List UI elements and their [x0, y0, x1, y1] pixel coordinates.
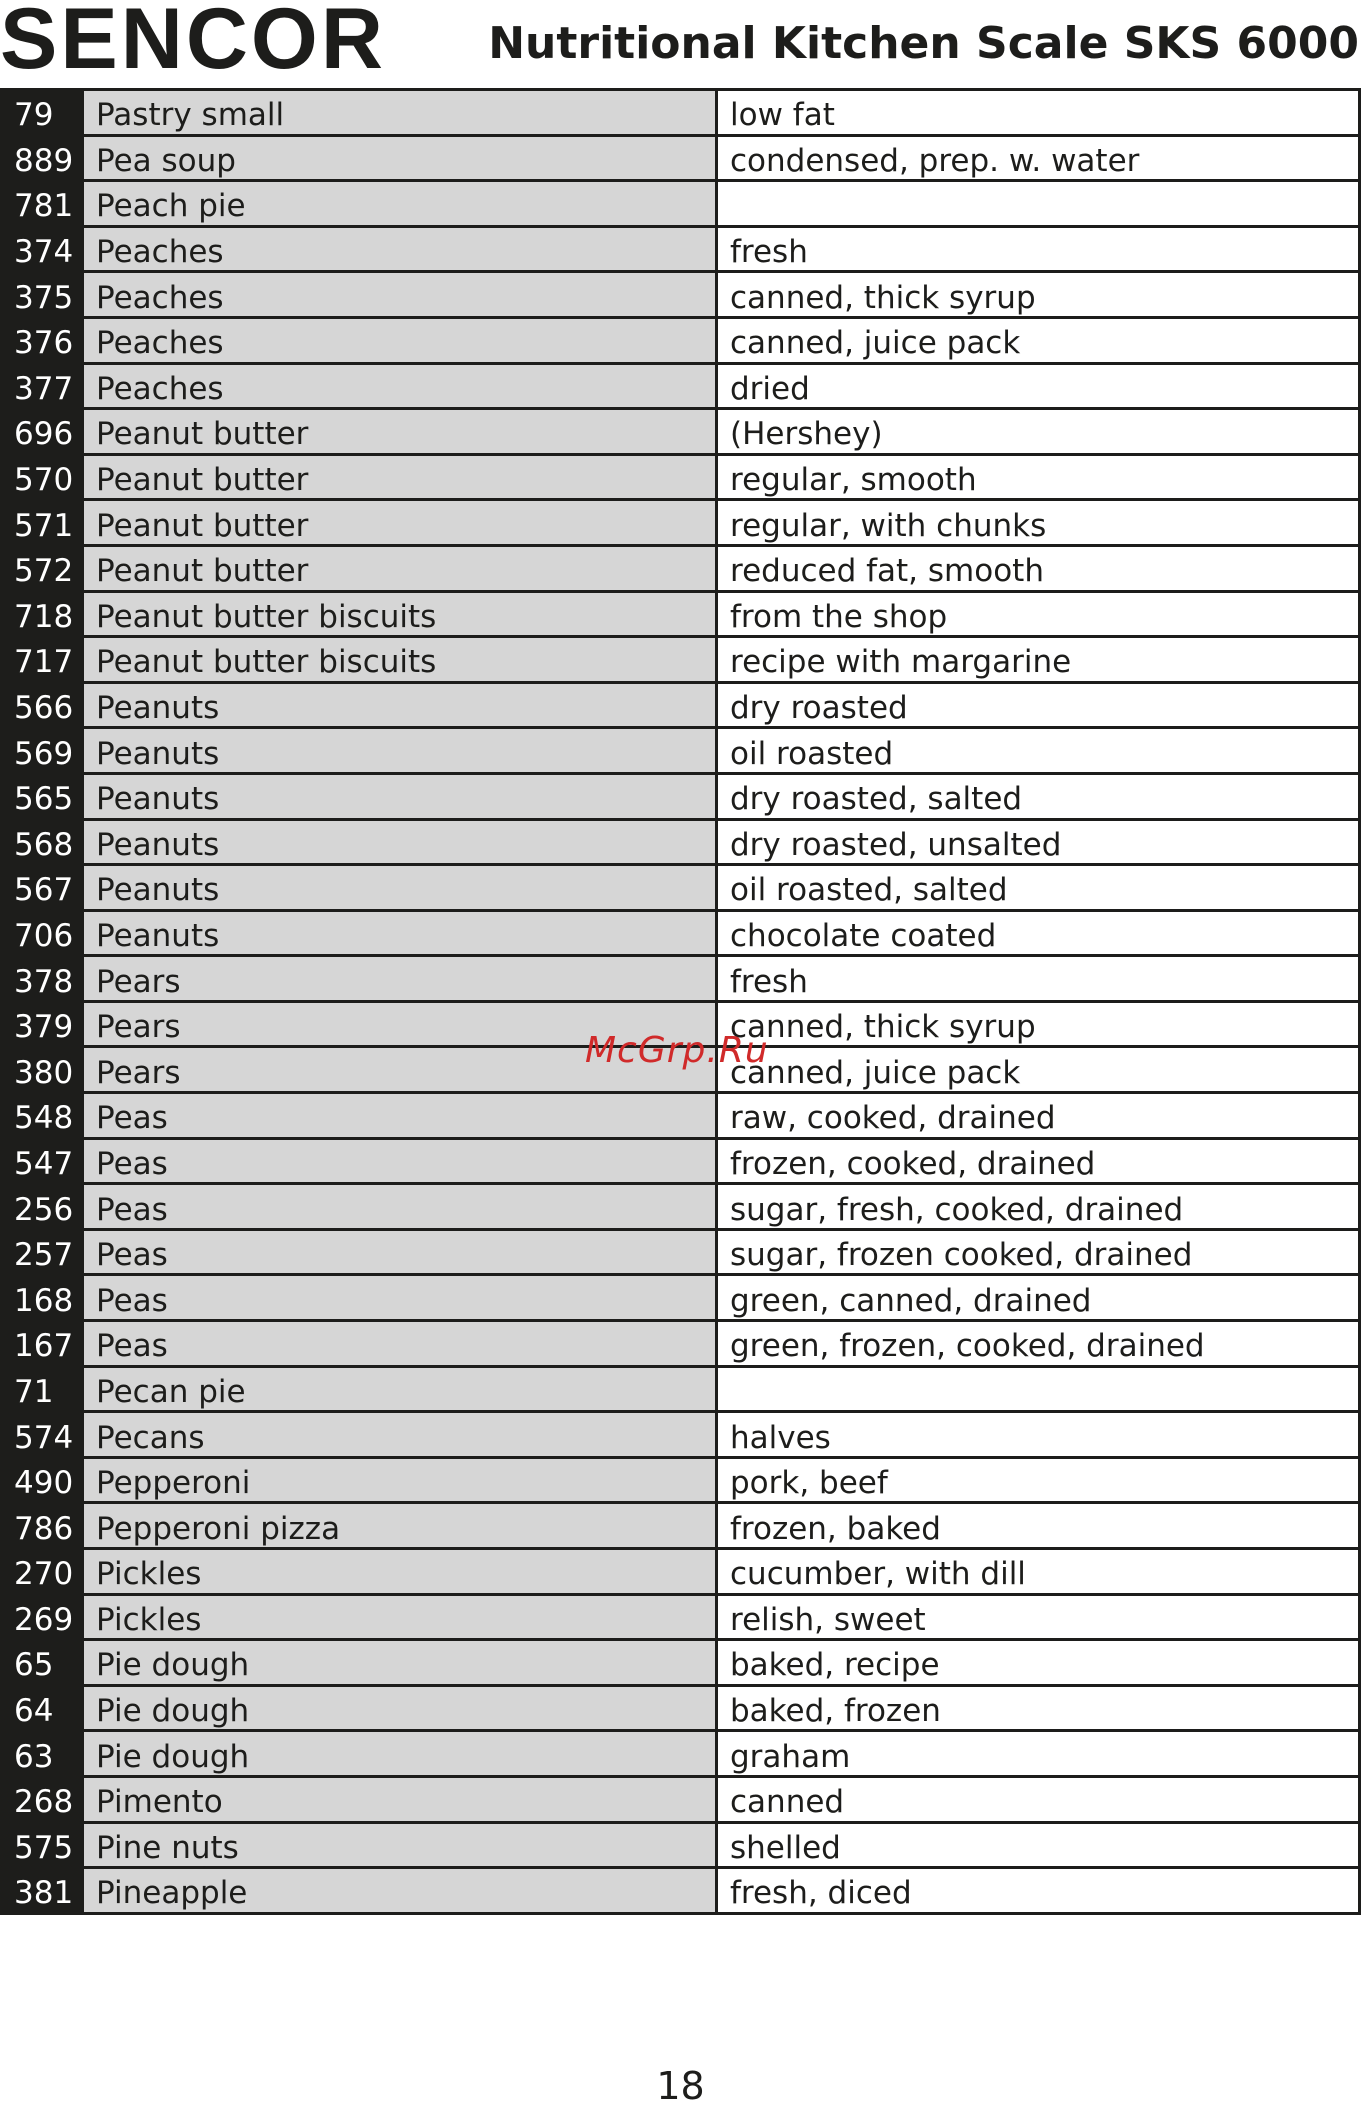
- food-description: halves: [718, 1413, 1361, 1456]
- food-description: relish, sweet: [718, 1596, 1361, 1639]
- table-row: [0, 91, 1361, 137]
- food-name: Pears: [84, 1048, 718, 1091]
- food-code: 256: [0, 1185, 84, 1228]
- food-code: 547: [0, 1140, 84, 1183]
- table-row: [0, 1596, 1361, 1642]
- food-code: 889: [0, 137, 84, 180]
- table-row: [0, 228, 1361, 274]
- food-description: green, canned, drained: [718, 1276, 1361, 1319]
- food-description: oil roasted: [718, 729, 1361, 772]
- food-description: cucumber, with dill: [718, 1550, 1361, 1593]
- food-code: 570: [0, 456, 84, 499]
- table-row: [0, 1185, 1361, 1231]
- table-row: [0, 593, 1361, 639]
- food-description: green, frozen, cooked, drained: [718, 1322, 1361, 1365]
- food-description: regular, smooth: [718, 456, 1361, 499]
- food-description: oil roasted, salted: [718, 866, 1361, 909]
- food-code: 786: [0, 1504, 84, 1547]
- table-row: [0, 1140, 1361, 1186]
- food-description: canned, juice pack: [718, 319, 1361, 362]
- food-description: from the shop: [718, 593, 1361, 636]
- food-description: raw, cooked, drained: [718, 1094, 1361, 1137]
- food-name: Peaches: [84, 228, 718, 271]
- food-name: Peaches: [84, 273, 718, 316]
- document-title: Nutritional Kitchen Scale SKS 6000: [488, 18, 1359, 69]
- table-row: [0, 1869, 1361, 1915]
- food-code: 376: [0, 319, 84, 362]
- food-code: 257: [0, 1231, 84, 1274]
- table-row: [0, 273, 1361, 319]
- table-row: [0, 365, 1361, 411]
- food-code: 71: [0, 1368, 84, 1411]
- food-name: Pie dough: [84, 1641, 718, 1684]
- table-row: [0, 410, 1361, 456]
- table-row: [0, 1413, 1361, 1459]
- food-name: Pickles: [84, 1550, 718, 1593]
- table-row: [0, 912, 1361, 958]
- food-description: chocolate coated: [718, 912, 1361, 955]
- food-description: dry roasted, unsalted: [718, 821, 1361, 864]
- food-code: 270: [0, 1550, 84, 1593]
- food-code: 568: [0, 821, 84, 864]
- table-row: [0, 1824, 1361, 1870]
- food-description: dry roasted, salted: [718, 775, 1361, 818]
- food-code: 706: [0, 912, 84, 955]
- table-row: [0, 684, 1361, 730]
- food-description: [718, 1368, 1361, 1411]
- food-description: canned, thick syrup: [718, 1003, 1361, 1046]
- food-name: Pimento: [84, 1778, 718, 1821]
- table-row: [0, 638, 1361, 684]
- food-code: 696: [0, 410, 84, 453]
- table-row: [0, 1276, 1361, 1322]
- food-description: fresh: [718, 957, 1361, 1000]
- food-name: Pears: [84, 1003, 718, 1046]
- food-description: baked, frozen: [718, 1687, 1361, 1730]
- food-description: canned, juice pack: [718, 1048, 1361, 1091]
- table-row: [0, 729, 1361, 775]
- food-description: fresh: [718, 228, 1361, 271]
- food-description: canned, thick syrup: [718, 273, 1361, 316]
- food-description: frozen, baked: [718, 1504, 1361, 1547]
- table-row: [0, 1094, 1361, 1140]
- food-name: Peach pie: [84, 182, 718, 225]
- food-code: 79: [0, 91, 84, 134]
- food-description: fresh, diced: [718, 1869, 1361, 1912]
- food-name: Peanut butter: [84, 501, 718, 544]
- food-description: sugar, frozen cooked, drained: [718, 1231, 1361, 1274]
- food-code: 65: [0, 1641, 84, 1684]
- food-name: Peanuts: [84, 912, 718, 955]
- food-description: reduced fat, smooth: [718, 547, 1361, 590]
- table-row: [0, 1504, 1361, 1550]
- food-name: Peas: [84, 1231, 718, 1274]
- food-name: Peaches: [84, 319, 718, 362]
- food-name: Pine nuts: [84, 1824, 718, 1867]
- table-row: [0, 1231, 1361, 1277]
- table-row: [0, 775, 1361, 821]
- food-description: canned: [718, 1778, 1361, 1821]
- food-description: dry roasted: [718, 684, 1361, 727]
- food-name: Pecans: [84, 1413, 718, 1456]
- food-code: 64: [0, 1687, 84, 1730]
- food-code: 379: [0, 1003, 84, 1046]
- food-code-table: [0, 88, 1361, 1915]
- food-code: 565: [0, 775, 84, 818]
- food-name: Pastry small: [84, 91, 718, 134]
- page-number: 18: [656, 2064, 705, 2108]
- food-name: Peas: [84, 1185, 718, 1228]
- food-code: 378: [0, 957, 84, 1000]
- table-row: [0, 1641, 1361, 1687]
- watermark: McGrp.Ru: [585, 1030, 769, 1071]
- food-name: Peanuts: [84, 866, 718, 909]
- food-code: 168: [0, 1276, 84, 1319]
- food-name: Pea soup: [84, 137, 718, 180]
- table-row: [0, 547, 1361, 593]
- table-row: [0, 137, 1361, 183]
- food-code: 571: [0, 501, 84, 544]
- food-description: low fat: [718, 91, 1361, 134]
- food-code: 380: [0, 1048, 84, 1091]
- food-name: Peanut butter biscuits: [84, 638, 718, 681]
- food-code: 781: [0, 182, 84, 225]
- table-row: [0, 1459, 1361, 1505]
- food-code: 572: [0, 547, 84, 590]
- food-code: 717: [0, 638, 84, 681]
- food-name: Pineapple: [84, 1869, 718, 1912]
- table-row: [0, 182, 1361, 228]
- table-row: [0, 1550, 1361, 1596]
- food-code: 548: [0, 1094, 84, 1137]
- food-name: Pepperoni: [84, 1459, 718, 1502]
- food-name: Peas: [84, 1276, 718, 1319]
- food-name: Peanuts: [84, 684, 718, 727]
- food-description: sugar, fresh, cooked, drained: [718, 1185, 1361, 1228]
- food-description: dried: [718, 365, 1361, 408]
- table-row: [0, 1322, 1361, 1368]
- table-row: [0, 319, 1361, 365]
- food-code: 566: [0, 684, 84, 727]
- food-code: 567: [0, 866, 84, 909]
- food-code: 381: [0, 1869, 84, 1912]
- food-name: Pecan pie: [84, 1368, 718, 1411]
- food-code: 574: [0, 1413, 84, 1456]
- food-name: Peanuts: [84, 729, 718, 772]
- food-name: Pickles: [84, 1596, 718, 1639]
- food-name: Peanut butter biscuits: [84, 593, 718, 636]
- table-row: [0, 1368, 1361, 1414]
- food-code: 377: [0, 365, 84, 408]
- food-code: 167: [0, 1322, 84, 1365]
- food-description: (Hershey): [718, 410, 1361, 453]
- food-code: 63: [0, 1732, 84, 1775]
- table-row: [0, 1687, 1361, 1733]
- table-row: [0, 866, 1361, 912]
- food-name: Peanuts: [84, 821, 718, 864]
- food-name: Peanut butter: [84, 547, 718, 590]
- food-description: condensed, prep. w. water: [718, 137, 1361, 180]
- food-name: Peas: [84, 1322, 718, 1365]
- food-description: baked, recipe: [718, 1641, 1361, 1684]
- food-description: regular, with chunks: [718, 501, 1361, 544]
- food-name: Pears: [84, 957, 718, 1000]
- food-name: Peanut butter: [84, 456, 718, 499]
- table-row: [0, 501, 1361, 547]
- table-row: [0, 456, 1361, 502]
- food-description: pork, beef: [718, 1459, 1361, 1502]
- food-code: 569: [0, 729, 84, 772]
- food-code: 375: [0, 273, 84, 316]
- table-row: [0, 1732, 1361, 1778]
- food-code: 269: [0, 1596, 84, 1639]
- table-row: [0, 957, 1361, 1003]
- food-code: 374: [0, 228, 84, 271]
- brand-name: SENCOR: [0, 0, 386, 87]
- table-row: [0, 1778, 1361, 1824]
- food-name: Peanuts: [84, 775, 718, 818]
- food-code: 268: [0, 1778, 84, 1821]
- food-description: [718, 182, 1361, 225]
- food-name: Peanut butter: [84, 410, 718, 453]
- food-description: graham: [718, 1732, 1361, 1775]
- food-name: Peas: [84, 1094, 718, 1137]
- food-name: Pie dough: [84, 1732, 718, 1775]
- food-code: 490: [0, 1459, 84, 1502]
- food-name: Peas: [84, 1140, 718, 1183]
- food-code: 718: [0, 593, 84, 636]
- brand-logo: [0, 0, 403, 87]
- food-name: Peaches: [84, 365, 718, 408]
- food-description: frozen, cooked, drained: [718, 1140, 1361, 1183]
- page-header: [0, 0, 1361, 90]
- food-description: shelled: [718, 1824, 1361, 1867]
- food-code: 575: [0, 1824, 84, 1867]
- table-row: [0, 821, 1361, 867]
- food-description: recipe with margarine: [718, 638, 1361, 681]
- food-name: Pie dough: [84, 1687, 718, 1730]
- food-name: Pepperoni pizza: [84, 1504, 718, 1547]
